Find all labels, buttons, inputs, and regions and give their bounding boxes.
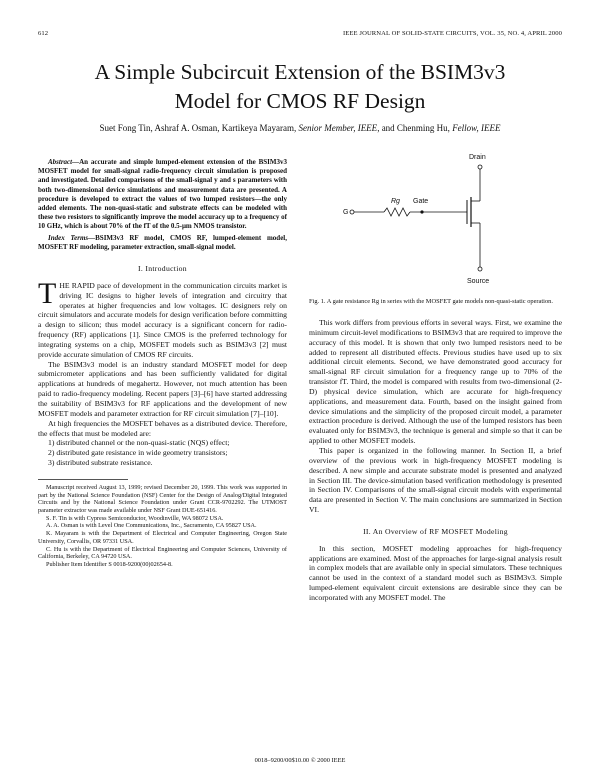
intro-p1-text: HE RAPID pace of development in the communication circuits market is driving IC designs to higher levels of integration and circuitry that operates at higher frequencies and low voltages. IC designers rely on circuit simulators and accurate models for design verification before committing a design to silicon; thus model accuracy is a significant concern for radio-frequency (RF) applications [1]. Since CMOS is the preferred technology for integrating systems on a chip, MOSFET models such as BSIM3v3 [2] must provide accurate simulation of CMOS RF circuits. bbox=[38, 280, 287, 359]
gate-node bbox=[420, 210, 423, 213]
intro-paragraph-1 bbox=[38, 276, 287, 360]
abstract-text: An accurate and simple lumped-element extension of the BSIM3v3 MOSFET model for small-signal radio-frequency circuit simulation is proposed and investigated. Detailed comparisons of the small-signal y and s parameters with both two-dimensional device simulations and measurement data are presented. A procedure is developed to extract the values of two lumped resistors—the only added elements. The non-quasi-static and substrate effects can be modeled with these two resistors to significantly improve the model accuracy up to a frequency of 10 GHz, which is about 70% of the fT of the 0.5-μm NMOS transistor. bbox=[38, 158, 287, 231]
author-names: Suet Fong Tin, Ashraf A. Osman, Kartikeya Mayaram, bbox=[99, 123, 299, 133]
intro-paragraph-2: The BSIM3v3 model is an industry standard MOSFET model for deep submicrometer applications and has been sufficiently validated for digital applications at hundreds of megahertz. However, not much attention has been paid to radio-frequency modeling. Recent papers [3]–[6] have started addressing the suitability of BSIM3v3 for RF applications and the development of new MOSFET models and parameter extraction for RF circuit simulation [7]–[10]. bbox=[38, 359, 287, 418]
mayaram-title: Senior Member, IEEE bbox=[298, 123, 378, 133]
rg-resistor bbox=[384, 208, 410, 216]
drain-terminal bbox=[478, 165, 482, 169]
source-terminal bbox=[478, 267, 482, 271]
title-line-1: A Simple Subcircuit Extension of the BSIM3v3 bbox=[94, 60, 506, 84]
right-paragraph-3: In this section, MOSFET modeling approaches for high-frequency applications are examined. Most of the approaches for large-signal analysis result in complex models that are available only in special simulators. These techniques cannot be used in the context of a standard model such as BSIM3v3. Simple lumped-element equivalent circuit extensions are desirable since they can be incorporated with any MOSFET model. The bbox=[309, 543, 562, 602]
list-item: 2) distributed gate resistance in wide geometry transistors; bbox=[48, 448, 228, 458]
footnote-publisher-id: Publisher Item Identifier S 0018-9200(00)02654-8. bbox=[46, 560, 173, 568]
index-terms-lead: Index Terms— bbox=[48, 233, 96, 242]
page-number: 612 bbox=[38, 30, 49, 37]
right-paragraph-1: This work differs from previous efforts in several ways. First, we examine the minimum circuit-level modifications to BSIM3v3 that are required to improve the accuracy of this model. It is shown that only two lumped resistors need to be added to represent all distributed effects. Previous studies have used up to six additional circuit elements. Second, we have demonstrated good accuracy for small-signal RF circuit simulation for a frequency range up to 70% of the transistor fT. Third, the model is compared with results from two-dimensional (2-D) physical device simulation, which are accurate for high-frequency applications, and measurement data. Fourth, based on the insight gained from device simulations and the simplicity of the proposed circuit model, a parameter extraction procedure is derived. Although the use of the lumped resistors has been evaluated only for BSIM3v3, the technique is general and simple so that it can be applied to other MOSFET models. bbox=[309, 318, 562, 446]
paper-title bbox=[40, 58, 560, 116]
mosfet-schematic bbox=[309, 153, 562, 295]
figure-1 bbox=[309, 153, 562, 295]
list-item: 3) distributed substrate resistance. bbox=[48, 458, 153, 468]
footnote-manuscript: Manuscript received August 13, 1999; revised December 20, 1999. This work was supported in part by the National Science Foundation (NSF) Center for the Design of Analog/Digital Integrated Circuits and by the National Science Foundation under Grant CCR-9702292. The UTMOST parameter extractor was made available under NSF Grant DUE-651416. bbox=[38, 483, 287, 515]
hu-title: Fellow, IEEE bbox=[452, 123, 501, 133]
footnote-osman: A. A. Osman is with Level One Communications, Inc., Sacramento, CA 95827 USA. bbox=[46, 522, 257, 530]
footnote-mayaram: K. Mayaram is with the Department of Electrical and Computer Engineering, Oregon State University, Corvallis, OR 97331 USA. bbox=[38, 530, 287, 545]
footnote-tin: S. F. Tin is with Cypress Semiconductor, Woodinville, WA 98072 USA. bbox=[46, 514, 224, 522]
intro-paragraph-3: At high frequencies the MOSFET behaves as a distributed device. Therefore, the effects that must be modeled are: bbox=[38, 418, 287, 438]
index-terms-text: BSIM3v3 RF model, CMOS RF, lumped-element model, MOSFET RF modeling, parameter extraction, small-signal model. bbox=[38, 233, 287, 251]
footnote-rule bbox=[38, 479, 128, 480]
copyright-footer: 0018–9200/00$10.00 © 2000 IEEE bbox=[254, 757, 346, 764]
effects-list bbox=[38, 438, 287, 468]
left-column bbox=[38, 156, 287, 569]
rg-label: Rg bbox=[391, 198, 400, 205]
source-label: Source bbox=[467, 278, 490, 285]
list-item: 1) distributed channel or the non-quasi-static (NQS) effect; bbox=[48, 438, 230, 448]
index-terms bbox=[38, 234, 287, 252]
drop-cap: T bbox=[38, 276, 57, 310]
abstract-lead: Abstract— bbox=[48, 158, 80, 166]
right-paragraph-2: This paper is organized in the following manner. In Section II, a brief overview of the previous work in high-frequency MOSFET modeling is described. A new simple and accurate substrate model is presented and analyzed in Section III. The device-simulation based verification methodology is presented in Section IV. Comparisons of the small-signal circuit models with experimental data are presented in Section V. The main conclusions are summarized in Section VI. bbox=[309, 445, 562, 515]
section-2-heading: II. An Overview of RF MOSFET Modeling bbox=[363, 526, 508, 536]
authors bbox=[30, 123, 570, 133]
gate-terminal bbox=[350, 210, 354, 214]
right-column bbox=[309, 153, 562, 603]
drain-label: Drain bbox=[469, 154, 486, 161]
running-header: IEEE JOURNAL OF SOLID-STATE CIRCUITS, VOL. 35, NO. 4, APRIL 2000 bbox=[342, 30, 562, 37]
footnote-hu: C. Hu is with the Department of Electrical Engineering and Computer Sciences, University of California, Berkeley, CA 94720 USA. bbox=[38, 545, 287, 561]
section-1-heading: I. Introduction bbox=[138, 264, 187, 274]
author-and-hu: , and Chenming Hu, bbox=[377, 123, 453, 133]
abstract bbox=[38, 158, 287, 232]
gate-label: Gate bbox=[413, 198, 429, 205]
figure-1-caption: Fig. 1. A gate resistance Rg in series with the MOSFET gate models non-quasi-static operation. bbox=[309, 298, 553, 305]
title-line-2: Model for CMOS RF Design bbox=[174, 89, 426, 113]
g-label: G bbox=[343, 209, 349, 216]
